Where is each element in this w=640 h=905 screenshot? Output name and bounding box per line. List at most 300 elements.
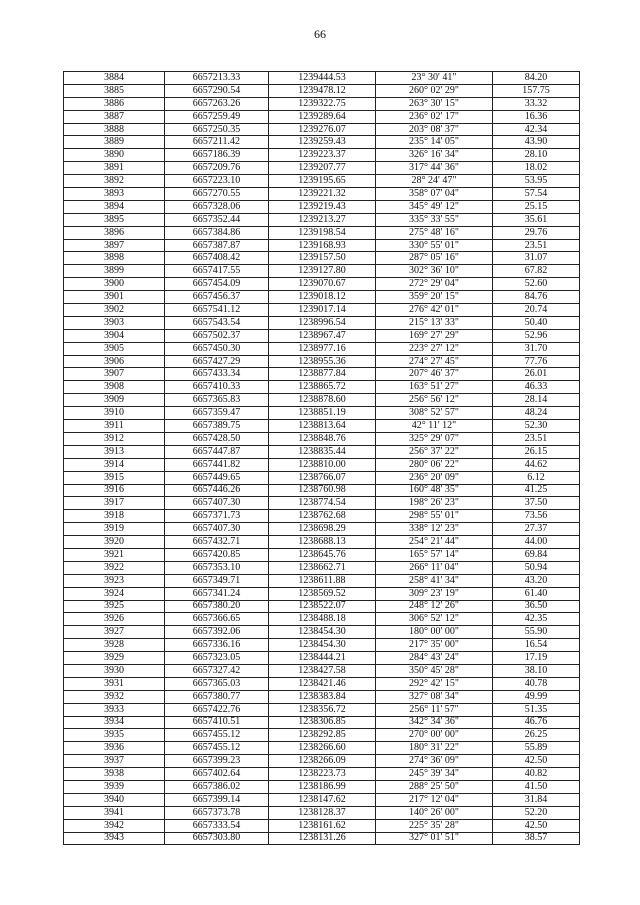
x-coordinate-cell: 6657407.30 [165, 523, 269, 536]
direction-angle-cell: 28° 24' 47" [376, 175, 493, 188]
point-number-cell: 3901 [64, 291, 165, 304]
distance-cell: 48.24 [493, 407, 580, 420]
distance-cell: 31.84 [493, 793, 580, 806]
distance-cell: 46.76 [493, 716, 580, 729]
x-coordinate-cell: 6657384.86 [165, 226, 269, 239]
y-coordinate-cell: 1238813.64 [269, 420, 376, 433]
point-number-cell: 3922 [64, 561, 165, 574]
point-number-cell: 3905 [64, 342, 165, 355]
y-coordinate-cell: 1239322.75 [269, 97, 376, 110]
distance-cell: 26.01 [493, 368, 580, 381]
direction-angle-cell: 165° 57' 14" [376, 548, 493, 561]
point-number-cell: 3889 [64, 136, 165, 149]
distance-cell: 77.76 [493, 355, 580, 368]
distance-cell: 6.12 [493, 471, 580, 484]
table-row [64, 574, 580, 587]
distance-cell: 157.75 [493, 84, 580, 97]
direction-angle-cell: 223° 27' 12" [376, 342, 493, 355]
direction-angle-cell: 338° 12' 23" [376, 523, 493, 536]
y-coordinate-cell: 1238488.18 [269, 613, 376, 626]
direction-angle-cell: 270° 00' 00" [376, 729, 493, 742]
point-number-cell: 3927 [64, 626, 165, 639]
point-number-cell: 3902 [64, 304, 165, 317]
distance-cell: 42.50 [493, 755, 580, 768]
distance-cell: 44.00 [493, 536, 580, 549]
x-coordinate-cell: 6657373.78 [165, 806, 269, 819]
y-coordinate-cell: 1238522.07 [269, 600, 376, 613]
y-coordinate-cell: 1238356.72 [269, 703, 376, 716]
y-coordinate-cell: 1239018.12 [269, 291, 376, 304]
y-coordinate-cell: 1238865.72 [269, 381, 376, 394]
x-coordinate-cell: 6657303.80 [165, 832, 269, 845]
y-coordinate-cell: 1239219.43 [269, 200, 376, 213]
y-coordinate-cell: 1238877.84 [269, 368, 376, 381]
table-row [64, 768, 580, 781]
distance-cell: 41.50 [493, 780, 580, 793]
direction-angle-cell: 276° 42' 01" [376, 304, 493, 317]
point-number-cell: 3899 [64, 265, 165, 278]
y-coordinate-cell: 1238131.26 [269, 832, 376, 845]
table-row [64, 252, 580, 265]
x-coordinate-cell: 6657341.24 [165, 587, 269, 600]
y-coordinate-cell: 1238760.98 [269, 484, 376, 497]
point-number-cell: 3918 [64, 510, 165, 523]
point-number-cell: 3941 [64, 806, 165, 819]
direction-angle-cell: 160° 48' 35" [376, 484, 493, 497]
table-row [64, 368, 580, 381]
distance-cell: 55.89 [493, 742, 580, 755]
distance-cell: 37.50 [493, 497, 580, 510]
table-body [64, 72, 580, 845]
table-row [64, 755, 580, 768]
direction-angle-cell: 236° 02' 17" [376, 110, 493, 123]
direction-angle-cell: 256° 56' 12" [376, 394, 493, 407]
distance-cell: 51.35 [493, 703, 580, 716]
y-coordinate-cell: 1238774.54 [269, 497, 376, 510]
direction-angle-cell: 306° 52' 12" [376, 613, 493, 626]
table-row [64, 445, 580, 458]
point-number-cell: 3917 [64, 497, 165, 510]
distance-cell: 43.20 [493, 574, 580, 587]
y-coordinate-cell: 1238662.71 [269, 561, 376, 574]
x-coordinate-cell: 6657270.55 [165, 188, 269, 201]
x-coordinate-cell: 6657399.14 [165, 793, 269, 806]
distance-cell: 41.25 [493, 484, 580, 497]
y-coordinate-cell: 1238688.13 [269, 536, 376, 549]
table-row [64, 742, 580, 755]
table-row [64, 832, 580, 845]
point-number-cell: 3926 [64, 613, 165, 626]
table-row [64, 239, 580, 252]
distance-cell: 42.35 [493, 613, 580, 626]
distance-cell: 40.78 [493, 677, 580, 690]
y-coordinate-cell: 1238454.30 [269, 626, 376, 639]
x-coordinate-cell: 6657352.44 [165, 213, 269, 226]
distance-cell: 31.07 [493, 252, 580, 265]
table-row [64, 226, 580, 239]
x-coordinate-cell: 6657365.03 [165, 677, 269, 690]
table-row [64, 780, 580, 793]
distance-cell: 25.15 [493, 200, 580, 213]
point-number-cell: 3933 [64, 703, 165, 716]
point-number-cell: 3892 [64, 175, 165, 188]
x-coordinate-cell: 6657449.65 [165, 471, 269, 484]
table-row [64, 587, 580, 600]
table-row [64, 175, 580, 188]
point-number-cell: 3916 [64, 484, 165, 497]
point-number-cell: 3934 [64, 716, 165, 729]
table-row [64, 278, 580, 291]
x-coordinate-cell: 6657349.71 [165, 574, 269, 587]
direction-angle-cell: 256° 11' 57" [376, 703, 493, 716]
direction-angle-cell: 272° 29' 04" [376, 278, 493, 291]
point-number-cell: 3884 [64, 72, 165, 85]
x-coordinate-cell: 6657336.16 [165, 639, 269, 652]
direction-angle-cell: 42° 11' 12" [376, 420, 493, 433]
direction-angle-cell: 236° 20' 09" [376, 471, 493, 484]
point-number-cell: 3919 [64, 523, 165, 536]
y-coordinate-cell: 1239289.64 [269, 110, 376, 123]
y-coordinate-cell: 1238569.52 [269, 587, 376, 600]
table-row [64, 806, 580, 819]
table-row [64, 304, 580, 317]
x-coordinate-cell: 6657502.37 [165, 329, 269, 342]
distance-cell: 50.40 [493, 316, 580, 329]
direction-angle-cell: 342° 34' 36" [376, 716, 493, 729]
point-number-cell: 3940 [64, 793, 165, 806]
x-coordinate-cell: 6657333.54 [165, 819, 269, 832]
point-number-cell: 3903 [64, 316, 165, 329]
y-coordinate-cell: 1239127.80 [269, 265, 376, 278]
direction-angle-cell: 325° 29' 07" [376, 432, 493, 445]
y-coordinate-cell: 1239198.54 [269, 226, 376, 239]
y-coordinate-cell: 1238223.73 [269, 768, 376, 781]
point-number-cell: 3906 [64, 355, 165, 368]
table-row [64, 188, 580, 201]
y-coordinate-cell: 1238848.76 [269, 432, 376, 445]
x-coordinate-cell: 6657402.64 [165, 768, 269, 781]
table-row [64, 716, 580, 729]
table-row [64, 600, 580, 613]
y-coordinate-cell: 1238292.85 [269, 729, 376, 742]
direction-angle-cell: 327° 08' 34" [376, 690, 493, 703]
table-row [64, 703, 580, 716]
table-row [64, 613, 580, 626]
distance-cell: 26.25 [493, 729, 580, 742]
table-row [64, 200, 580, 213]
y-coordinate-cell: 1239157.50 [269, 252, 376, 265]
distance-cell: 35.61 [493, 213, 580, 226]
table-row [64, 123, 580, 136]
distance-cell: 52.60 [493, 278, 580, 291]
x-coordinate-cell: 6657399.23 [165, 755, 269, 768]
point-number-cell: 3939 [64, 780, 165, 793]
direction-angle-cell: 207° 46' 37" [376, 368, 493, 381]
point-number-cell: 3914 [64, 458, 165, 471]
table-row [64, 355, 580, 368]
y-coordinate-cell: 1238977.16 [269, 342, 376, 355]
x-coordinate-cell: 6657328.06 [165, 200, 269, 213]
point-number-cell: 3896 [64, 226, 165, 239]
x-coordinate-cell: 6657323.05 [165, 652, 269, 665]
distance-cell: 27.37 [493, 523, 580, 536]
distance-cell: 57.54 [493, 188, 580, 201]
table-row [64, 510, 580, 523]
direction-angle-cell: 163° 51' 27" [376, 381, 493, 394]
y-coordinate-cell: 1238427.58 [269, 664, 376, 677]
direction-angle-cell: 260° 02' 29" [376, 84, 493, 97]
distance-cell: 20.74 [493, 304, 580, 317]
x-coordinate-cell: 6657441.82 [165, 458, 269, 471]
distance-cell: 28.14 [493, 394, 580, 407]
y-coordinate-cell: 1239478.12 [269, 84, 376, 97]
table-row [64, 213, 580, 226]
point-number-cell: 3937 [64, 755, 165, 768]
table-row [64, 420, 580, 433]
table-row [64, 652, 580, 665]
point-number-cell: 3887 [64, 110, 165, 123]
point-number-cell: 3932 [64, 690, 165, 703]
x-coordinate-cell: 6657365.83 [165, 394, 269, 407]
y-coordinate-cell: 1238306.85 [269, 716, 376, 729]
direction-angle-cell: 358° 07' 04" [376, 188, 493, 201]
point-number-cell: 3909 [64, 394, 165, 407]
direction-angle-cell: 274° 27' 45" [376, 355, 493, 368]
point-number-cell: 3915 [64, 471, 165, 484]
point-number-cell: 3897 [64, 239, 165, 252]
direction-angle-cell: 180° 00' 00" [376, 626, 493, 639]
point-number-cell: 3936 [64, 742, 165, 755]
direction-angle-cell: 327° 01' 51" [376, 832, 493, 845]
y-coordinate-cell: 1238766.07 [269, 471, 376, 484]
x-coordinate-cell: 6657259.49 [165, 110, 269, 123]
direction-angle-cell: 274° 36' 09" [376, 755, 493, 768]
direction-angle-cell: 359° 20' 15" [376, 291, 493, 304]
x-coordinate-cell: 6657428.50 [165, 432, 269, 445]
distance-cell: 55.90 [493, 626, 580, 639]
table-row [64, 149, 580, 162]
y-coordinate-cell: 1238266.60 [269, 742, 376, 755]
x-coordinate-cell: 6657366.65 [165, 613, 269, 626]
x-coordinate-cell: 6657389.75 [165, 420, 269, 433]
direction-angle-cell: 225° 35' 28" [376, 819, 493, 832]
point-number-cell: 3894 [64, 200, 165, 213]
direction-angle-cell: 180° 31' 22" [376, 742, 493, 755]
distance-cell: 33.32 [493, 97, 580, 110]
y-coordinate-cell: 1238996.54 [269, 316, 376, 329]
y-coordinate-cell: 1239223.37 [269, 149, 376, 162]
y-coordinate-cell: 1238835.44 [269, 445, 376, 458]
point-number-cell: 3921 [64, 548, 165, 561]
table-row [64, 690, 580, 703]
distance-cell: 17.19 [493, 652, 580, 665]
y-coordinate-cell: 1238147.62 [269, 793, 376, 806]
y-coordinate-cell: 1239221.32 [269, 188, 376, 201]
point-number-cell: 3928 [64, 639, 165, 652]
x-coordinate-cell: 6657209.76 [165, 162, 269, 175]
point-number-cell: 3912 [64, 432, 165, 445]
point-number-cell: 3920 [64, 536, 165, 549]
x-coordinate-cell: 6657380.77 [165, 690, 269, 703]
x-coordinate-cell: 6657371.73 [165, 510, 269, 523]
direction-angle-cell: 345° 49' 12" [376, 200, 493, 213]
distance-cell: 61.40 [493, 587, 580, 600]
table-row [64, 136, 580, 149]
table-row [64, 316, 580, 329]
table-row [64, 639, 580, 652]
direction-angle-cell: 335° 33' 55" [376, 213, 493, 226]
x-coordinate-cell: 6657387.87 [165, 239, 269, 252]
direction-angle-cell: 292° 42' 15" [376, 677, 493, 690]
x-coordinate-cell: 6657456.37 [165, 291, 269, 304]
table-row [64, 561, 580, 574]
x-coordinate-cell: 6657250.35 [165, 123, 269, 136]
direction-angle-cell: 140° 26' 00" [376, 806, 493, 819]
distance-cell: 46.33 [493, 381, 580, 394]
table-row [64, 626, 580, 639]
x-coordinate-cell: 6657327.42 [165, 664, 269, 677]
y-coordinate-cell: 1238444.21 [269, 652, 376, 665]
table-row [64, 72, 580, 85]
direction-angle-cell: 215° 13' 33" [376, 316, 493, 329]
direction-angle-cell: 350° 45' 28" [376, 664, 493, 677]
point-number-cell: 3913 [64, 445, 165, 458]
direction-angle-cell: 245° 39' 34" [376, 768, 493, 781]
point-number-cell: 3942 [64, 819, 165, 832]
direction-angle-cell: 266° 11' 04" [376, 561, 493, 574]
y-coordinate-cell: 1239259.43 [269, 136, 376, 149]
point-number-cell: 3935 [64, 729, 165, 742]
y-coordinate-cell: 1238810.00 [269, 458, 376, 471]
point-number-cell: 3924 [64, 587, 165, 600]
point-number-cell: 3898 [64, 252, 165, 265]
direction-angle-cell: 254° 21' 44" [376, 536, 493, 549]
distance-cell: 52.20 [493, 806, 580, 819]
direction-angle-cell: 302° 36' 10" [376, 265, 493, 278]
table-row [64, 484, 580, 497]
distance-cell: 18.02 [493, 162, 580, 175]
table-row [64, 458, 580, 471]
table-row [64, 381, 580, 394]
distance-cell: 40.82 [493, 768, 580, 781]
point-number-cell: 3891 [64, 162, 165, 175]
point-number-cell: 3929 [64, 652, 165, 665]
x-coordinate-cell: 6657427.29 [165, 355, 269, 368]
table-row [64, 793, 580, 806]
direction-angle-cell: 256° 37' 22" [376, 445, 493, 458]
y-coordinate-cell: 1239207.77 [269, 162, 376, 175]
y-coordinate-cell: 1238421.46 [269, 677, 376, 690]
x-coordinate-cell: 6657417.55 [165, 265, 269, 278]
y-coordinate-cell: 1239213.27 [269, 213, 376, 226]
direction-angle-cell: 248° 12' 26" [376, 600, 493, 613]
point-number-cell: 3930 [64, 664, 165, 677]
direction-angle-cell: 217° 35' 00" [376, 639, 493, 652]
y-coordinate-cell: 1238128.37 [269, 806, 376, 819]
direction-angle-cell: 298° 55' 01" [376, 510, 493, 523]
distance-cell: 73.56 [493, 510, 580, 523]
table-row [64, 110, 580, 123]
y-coordinate-cell: 1238967.47 [269, 329, 376, 342]
point-number-cell: 3885 [64, 84, 165, 97]
point-number-cell: 3931 [64, 677, 165, 690]
point-number-cell: 3910 [64, 407, 165, 420]
distance-cell: 84.20 [493, 72, 580, 85]
table-row [64, 664, 580, 677]
distance-cell: 67.82 [493, 265, 580, 278]
point-number-cell: 3890 [64, 149, 165, 162]
x-coordinate-cell: 6657408.42 [165, 252, 269, 265]
y-coordinate-cell: 1238762.68 [269, 510, 376, 523]
page-number: 66 [314, 27, 326, 41]
y-coordinate-cell: 1239276.07 [269, 123, 376, 136]
x-coordinate-cell: 6657353.10 [165, 561, 269, 574]
distance-cell: 29.76 [493, 226, 580, 239]
table-row [64, 677, 580, 690]
y-coordinate-cell: 1239444.53 [269, 72, 376, 85]
point-number-cell: 3925 [64, 600, 165, 613]
x-coordinate-cell: 6657410.51 [165, 716, 269, 729]
point-number-cell: 3943 [64, 832, 165, 845]
table-row [64, 329, 580, 342]
x-coordinate-cell: 6657186.39 [165, 149, 269, 162]
y-coordinate-cell: 1238698.29 [269, 523, 376, 536]
point-number-cell: 3893 [64, 188, 165, 201]
y-coordinate-cell: 1239017.14 [269, 304, 376, 317]
distance-cell: 44.62 [493, 458, 580, 471]
distance-cell: 23.51 [493, 432, 580, 445]
point-number-cell: 3895 [64, 213, 165, 226]
direction-angle-cell: 284° 43' 24" [376, 652, 493, 665]
y-coordinate-cell: 1239070.67 [269, 278, 376, 291]
x-coordinate-cell: 6657541.12 [165, 304, 269, 317]
distance-cell: 84.76 [493, 291, 580, 304]
x-coordinate-cell: 6657359.47 [165, 407, 269, 420]
direction-angle-cell: 23° 30' 41" [376, 72, 493, 85]
x-coordinate-cell: 6657433.34 [165, 368, 269, 381]
table-row [64, 548, 580, 561]
x-coordinate-cell: 6657543.54 [165, 316, 269, 329]
distance-cell: 26.15 [493, 445, 580, 458]
table-row [64, 97, 580, 110]
direction-angle-cell: 217° 12' 04" [376, 793, 493, 806]
x-coordinate-cell: 6657263.26 [165, 97, 269, 110]
point-number-cell: 3886 [64, 97, 165, 110]
table-row [64, 523, 580, 536]
distance-cell: 23.51 [493, 239, 580, 252]
direction-angle-cell: 287° 05' 16" [376, 252, 493, 265]
y-coordinate-cell: 1238454.30 [269, 639, 376, 652]
y-coordinate-cell: 1238611.88 [269, 574, 376, 587]
point-number-cell: 3911 [64, 420, 165, 433]
direction-angle-cell: 198° 26' 23" [376, 497, 493, 510]
x-coordinate-cell: 6657450.30 [165, 342, 269, 355]
distance-cell: 38.57 [493, 832, 580, 845]
table-row [64, 536, 580, 549]
x-coordinate-cell: 6657422.76 [165, 703, 269, 716]
table-row [64, 291, 580, 304]
point-number-cell: 3908 [64, 381, 165, 394]
x-coordinate-cell: 6657410.33 [165, 381, 269, 394]
x-coordinate-cell: 6657407.30 [165, 497, 269, 510]
x-coordinate-cell: 6657446.26 [165, 484, 269, 497]
table-row [64, 162, 580, 175]
distance-cell: 69.84 [493, 548, 580, 561]
direction-angle-cell: 288° 25' 50" [376, 780, 493, 793]
table-row [64, 729, 580, 742]
distance-cell: 36.50 [493, 600, 580, 613]
direction-angle-cell: 203° 08' 37" [376, 123, 493, 136]
